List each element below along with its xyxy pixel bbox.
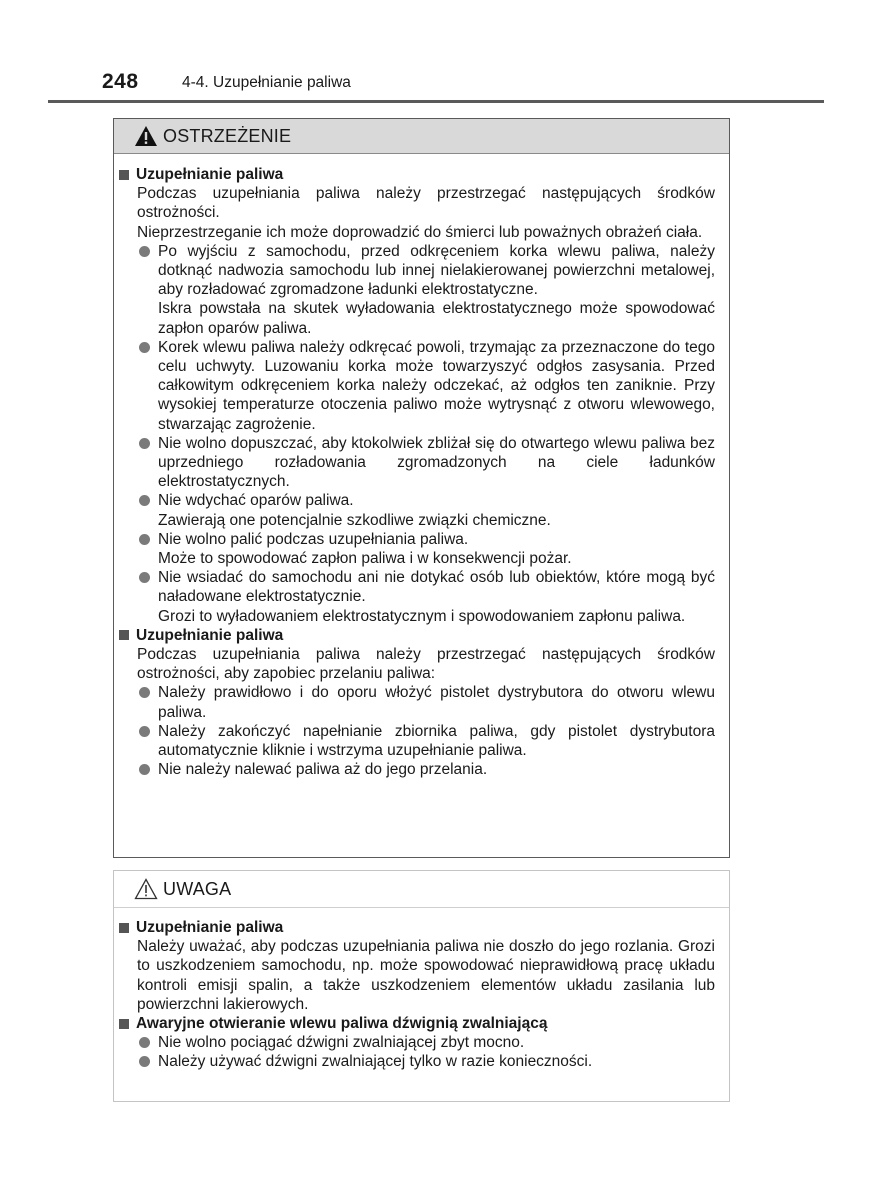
notice-box-header (114, 871, 729, 908)
warning-triangle-outline-icon (134, 878, 158, 900)
list-item: Należy zakończyć napełnianie zbiornika paliwa, gdy pistolet dystrybutora automatycznie kliknie i wstrzyma uzupełnianie paliwa. (139, 722, 715, 760)
list-item: Po wyjściu z samochodu, przed odkręceniem korka wlewu paliwa, należy dotknąć nadwozia samochodu lub innej nielakierowanej powierzchni metalowej, aby rozładować zgromadzone ładunki elektrostatyczne. Iskra powstała na skutek wyładowania elektrostatycznego może spowodować zapłon oparów paliwa. (139, 242, 715, 338)
round-bullet-icon (139, 764, 150, 775)
round-bullet-icon (139, 246, 150, 257)
list-item: Nie wolno dopuszczać, aby ktokolwiek zbliżał się do otwartego wlewu paliwa bez uprzedniego rozładowania zgromadzonych na ciele ładunków elektrostatycznych. (139, 434, 715, 492)
list-item: Nie wolno palić podczas uzupełniania paliwa. Może to spowodować zapłon paliwa i w konsekwencji pożar. (139, 530, 715, 568)
warning-box-title: OSTRZEŻENIE (163, 125, 292, 146)
section-heading: Uzupełnianie paliwa (119, 165, 715, 184)
notice-box-title: UWAGA (163, 878, 232, 899)
warning-box (113, 118, 730, 858)
round-bullet-icon (139, 1056, 150, 1067)
list-item: Nie wolno pociągać dźwigni zwalniającej zbyt mocno. (139, 1033, 715, 1052)
round-bullet-icon (139, 342, 150, 353)
notice-box (113, 870, 730, 1102)
section-heading: Awaryjne otwieranie wlewu paliwa dźwignią zwalniającą (119, 1014, 715, 1033)
round-bullet-icon (139, 687, 150, 698)
paragraph: Nieprzestrzeganie ich może doprowadzić do śmierci lub poważnych obrażeń ciała. (137, 223, 703, 241)
section-title: 4-4. Uzupełnianie paliwa (182, 74, 351, 91)
notice-box-body (114, 908, 729, 1072)
list-item: Nie wdychać oparów paliwa. Zawierają one potencjalnie szkodliwe związki chemiczne. (139, 491, 715, 529)
list-item: Nie należy nalewać paliwa aż do jego przelania. (139, 760, 715, 779)
square-bullet-icon (119, 1019, 129, 1029)
square-bullet-icon (119, 170, 129, 180)
round-bullet-icon (139, 1037, 150, 1048)
list-item: Korek wlewu paliwa należy odkręcać powoli, trzymając za przeznaczone do tego celu uchwyty. Luzowaniu korka może towarzyszyć odgłos zasysania. Przed całkowitym odkręceniem korka należy odczekać, aż odgłos ten zaniknie. Przy wysokiej temperaturze otoczenia paliwo może wytrysnąć z otworu wlewowego, stwarzając zagrożenie. (139, 338, 715, 434)
warning-box-body (114, 154, 729, 780)
paragraph: Należy uważać, aby podczas uzupełniania paliwa nie doszło do jego rozlania. Grozi to uszkodzeniem samochodu, np. może spowodować nieprawidłową pracę układu kontroli emisji spalin, a także uszkodzeniem elementów układu zasilania lub powierzchni lakierowych. (137, 938, 715, 1013)
square-bullet-icon (119, 630, 129, 640)
round-bullet-icon (139, 726, 150, 737)
header-divider (48, 100, 824, 103)
list-item: Nie wsiadać do samochodu ani nie dotykać osób lub obiektów, które mogą być naładowane elektrostatycznie. Grozi to wyładowaniem elektrostatycznym i spowodowaniem zapłonu paliwa. (139, 568, 715, 626)
list-item: Należy używać dźwigni zwalniającej tylko w razie konieczności. (139, 1052, 715, 1071)
section-heading: Uzupełnianie paliwa (119, 918, 715, 937)
round-bullet-icon (139, 534, 150, 545)
warning-triangle-filled-icon (134, 125, 158, 147)
page-header (48, 68, 824, 100)
round-bullet-icon (139, 572, 150, 583)
page-number: 248 (102, 70, 139, 93)
list-item: Należy prawidłowo i do oporu włożyć pistolet dystrybutora do otworu wlewu paliwa. (139, 683, 715, 721)
section-heading: Uzupełnianie paliwa (119, 626, 715, 645)
round-bullet-icon (139, 495, 150, 506)
round-bullet-icon (139, 438, 150, 449)
square-bullet-icon (119, 923, 129, 933)
paragraph: Podczas uzupełniania paliwa należy przestrzegać następujących środków ostrożności. (137, 185, 715, 222)
paragraph: Podczas uzupełniania paliwa należy przestrzegać następujących środków ostrożności, aby zapobiec przelaniu paliwa: (137, 646, 715, 683)
warning-box-header (114, 119, 729, 154)
